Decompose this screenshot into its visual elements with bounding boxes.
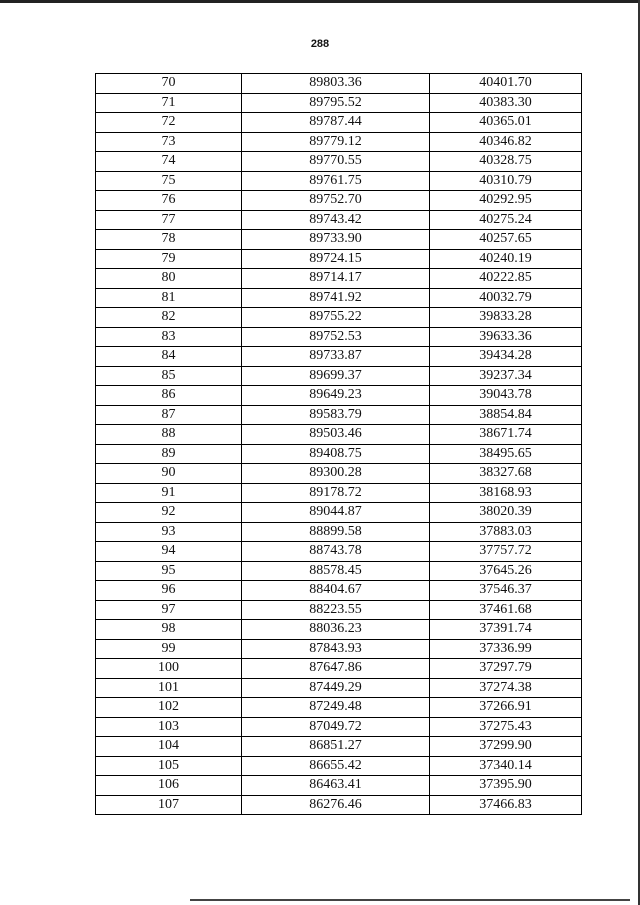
y-coordinate-cell: 40240.19	[430, 249, 582, 269]
y-coordinate-cell: 38854.84	[430, 405, 582, 425]
x-coordinate-cell: 88578.45	[242, 561, 430, 581]
y-coordinate-cell: 37340.14	[430, 756, 582, 776]
table-row	[96, 113, 582, 133]
y-coordinate-cell: 39833.28	[430, 308, 582, 328]
y-coordinate-cell: 40292.95	[430, 191, 582, 211]
point-number-cell: 96	[96, 581, 242, 601]
x-coordinate-cell: 89752.53	[242, 327, 430, 347]
y-coordinate-cell: 40032.79	[430, 288, 582, 308]
table-row	[96, 464, 582, 484]
x-coordinate-cell: 87049.72	[242, 717, 430, 737]
x-coordinate-cell: 89699.37	[242, 366, 430, 386]
x-coordinate-cell: 89741.92	[242, 288, 430, 308]
y-coordinate-cell: 40222.85	[430, 269, 582, 289]
y-coordinate-cell: 38327.68	[430, 464, 582, 484]
point-number-cell: 77	[96, 210, 242, 230]
coordinates-table-body	[96, 74, 582, 815]
x-coordinate-cell: 89044.87	[242, 503, 430, 523]
point-number-cell: 90	[96, 464, 242, 484]
table-row	[96, 600, 582, 620]
point-number-cell: 73	[96, 132, 242, 152]
table-row	[96, 522, 582, 542]
table-row	[96, 756, 582, 776]
table-row	[96, 678, 582, 698]
x-coordinate-cell: 89503.46	[242, 425, 430, 445]
table-row	[96, 366, 582, 386]
point-number-cell: 74	[96, 152, 242, 172]
y-coordinate-cell: 37299.90	[430, 737, 582, 757]
point-number-cell: 99	[96, 639, 242, 659]
y-coordinate-cell: 40257.65	[430, 230, 582, 250]
point-number-cell: 107	[96, 795, 242, 815]
table-row	[96, 717, 582, 737]
y-coordinate-cell: 37466.83	[430, 795, 582, 815]
x-coordinate-cell: 88036.23	[242, 620, 430, 640]
table-row	[96, 191, 582, 211]
table-row	[96, 425, 582, 445]
x-coordinate-cell: 86851.27	[242, 737, 430, 757]
x-coordinate-cell: 87249.48	[242, 698, 430, 718]
y-coordinate-cell: 37336.99	[430, 639, 582, 659]
y-coordinate-cell: 38020.39	[430, 503, 582, 523]
point-number-cell: 85	[96, 366, 242, 386]
x-coordinate-cell: 88899.58	[242, 522, 430, 542]
table-row	[96, 132, 582, 152]
x-coordinate-cell: 89649.23	[242, 386, 430, 406]
point-number-cell: 71	[96, 93, 242, 113]
table-row	[96, 171, 582, 191]
x-coordinate-cell: 88743.78	[242, 542, 430, 562]
point-number-cell: 97	[96, 600, 242, 620]
x-coordinate-cell: 89787.44	[242, 113, 430, 133]
y-coordinate-cell: 40365.01	[430, 113, 582, 133]
x-coordinate-cell: 89724.15	[242, 249, 430, 269]
point-number-cell: 102	[96, 698, 242, 718]
y-coordinate-cell: 37297.79	[430, 659, 582, 679]
y-coordinate-cell: 37274.38	[430, 678, 582, 698]
table-row	[96, 620, 582, 640]
table-row	[96, 444, 582, 464]
table-row	[96, 347, 582, 367]
table-row	[96, 230, 582, 250]
point-number-cell: 75	[96, 171, 242, 191]
table-row	[96, 503, 582, 523]
point-number-cell: 81	[96, 288, 242, 308]
table-row	[96, 327, 582, 347]
x-coordinate-cell: 89743.42	[242, 210, 430, 230]
point-number-cell: 72	[96, 113, 242, 133]
x-coordinate-cell: 89795.52	[242, 93, 430, 113]
point-number-cell: 100	[96, 659, 242, 679]
x-coordinate-cell: 87449.29	[242, 678, 430, 698]
x-coordinate-cell: 86463.41	[242, 776, 430, 796]
x-coordinate-cell: 89178.72	[242, 483, 430, 503]
x-coordinate-cell: 89770.55	[242, 152, 430, 172]
point-number-cell: 80	[96, 269, 242, 289]
point-number-cell: 78	[96, 230, 242, 250]
x-coordinate-cell: 89583.79	[242, 405, 430, 425]
x-coordinate-cell: 88223.55	[242, 600, 430, 620]
point-number-cell: 106	[96, 776, 242, 796]
y-coordinate-cell: 40346.82	[430, 132, 582, 152]
y-coordinate-cell: 38495.65	[430, 444, 582, 464]
point-number-cell: 93	[96, 522, 242, 542]
y-coordinate-cell: 40383.30	[430, 93, 582, 113]
table-row	[96, 74, 582, 94]
y-coordinate-cell: 40328.75	[430, 152, 582, 172]
y-coordinate-cell: 37461.68	[430, 600, 582, 620]
table-row	[96, 639, 582, 659]
point-number-cell: 101	[96, 678, 242, 698]
x-coordinate-cell: 89752.70	[242, 191, 430, 211]
y-coordinate-cell: 37546.37	[430, 581, 582, 601]
x-coordinate-cell: 89761.75	[242, 171, 430, 191]
point-number-cell: 82	[96, 308, 242, 328]
point-number-cell: 88	[96, 425, 242, 445]
point-number-cell: 94	[96, 542, 242, 562]
y-coordinate-cell: 37757.72	[430, 542, 582, 562]
point-number-cell: 104	[96, 737, 242, 757]
table-row	[96, 776, 582, 796]
x-coordinate-cell: 89733.90	[242, 230, 430, 250]
x-coordinate-cell: 89755.22	[242, 308, 430, 328]
y-coordinate-cell: 37275.43	[430, 717, 582, 737]
scan-edge-top	[0, 0, 640, 3]
point-number-cell: 87	[96, 405, 242, 425]
y-coordinate-cell: 37645.26	[430, 561, 582, 581]
point-number-cell: 79	[96, 249, 242, 269]
point-number-cell: 84	[96, 347, 242, 367]
y-coordinate-cell: 40310.79	[430, 171, 582, 191]
y-coordinate-cell: 37395.90	[430, 776, 582, 796]
table-row	[96, 269, 582, 289]
point-number-cell: 89	[96, 444, 242, 464]
table-row	[96, 210, 582, 230]
y-coordinate-cell: 39434.28	[430, 347, 582, 367]
table-row	[96, 542, 582, 562]
point-number-cell: 98	[96, 620, 242, 640]
scan-edge-bottom	[190, 899, 630, 901]
x-coordinate-cell: 89803.36	[242, 74, 430, 94]
x-coordinate-cell: 89733.87	[242, 347, 430, 367]
x-coordinate-cell: 86276.46	[242, 795, 430, 815]
table-row	[96, 483, 582, 503]
point-number-cell: 70	[96, 74, 242, 94]
y-coordinate-cell: 40401.70	[430, 74, 582, 94]
table-row	[96, 288, 582, 308]
x-coordinate-cell: 89408.75	[242, 444, 430, 464]
point-number-cell: 83	[96, 327, 242, 347]
table-row	[96, 698, 582, 718]
point-number-cell: 91	[96, 483, 242, 503]
x-coordinate-cell: 89779.12	[242, 132, 430, 152]
table-row	[96, 249, 582, 269]
table-row	[96, 795, 582, 815]
table-row	[96, 659, 582, 679]
point-number-cell: 76	[96, 191, 242, 211]
point-number-cell: 86	[96, 386, 242, 406]
point-number-cell: 103	[96, 717, 242, 737]
table-row	[96, 152, 582, 172]
table-row	[96, 93, 582, 113]
table-row	[96, 405, 582, 425]
y-coordinate-cell: 38671.74	[430, 425, 582, 445]
y-coordinate-cell: 37883.03	[430, 522, 582, 542]
point-number-cell: 105	[96, 756, 242, 776]
y-coordinate-cell: 40275.24	[430, 210, 582, 230]
point-number-cell: 92	[96, 503, 242, 523]
x-coordinate-cell: 88404.67	[242, 581, 430, 601]
table-row	[96, 386, 582, 406]
y-coordinate-cell: 39043.78	[430, 386, 582, 406]
table-row	[96, 581, 582, 601]
x-coordinate-cell: 89300.28	[242, 464, 430, 484]
y-coordinate-cell: 37391.74	[430, 620, 582, 640]
y-coordinate-cell: 39237.34	[430, 366, 582, 386]
y-coordinate-cell: 39633.36	[430, 327, 582, 347]
point-number-cell: 95	[96, 561, 242, 581]
coordinates-table	[95, 73, 582, 815]
table-row	[96, 308, 582, 328]
page-number: 288	[310, 38, 330, 50]
table-row	[96, 561, 582, 581]
y-coordinate-cell: 37266.91	[430, 698, 582, 718]
y-coordinate-cell: 38168.93	[430, 483, 582, 503]
x-coordinate-cell: 87647.86	[242, 659, 430, 679]
x-coordinate-cell: 87843.93	[242, 639, 430, 659]
x-coordinate-cell: 86655.42	[242, 756, 430, 776]
x-coordinate-cell: 89714.17	[242, 269, 430, 289]
table-row	[96, 737, 582, 757]
